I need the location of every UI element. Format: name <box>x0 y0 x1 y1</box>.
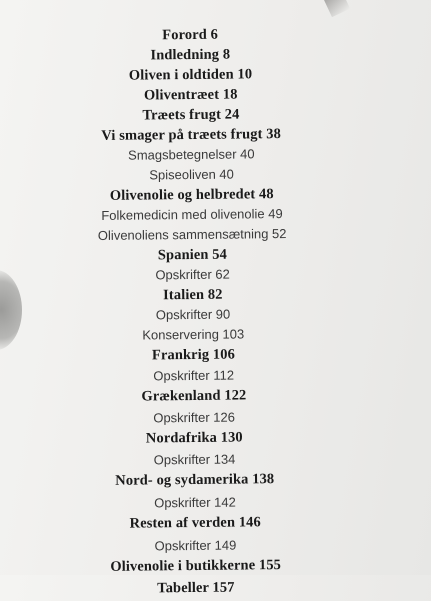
toc-chapter-entry: Træets frugt 24 <box>142 106 240 124</box>
toc-sub-entry: Spiseoliven 40 <box>149 166 234 183</box>
page-shadow-top <box>322 0 350 17</box>
toc-chapter-entry: Spanien 54 <box>157 246 228 264</box>
toc-chapter-entry: Olivenolie i butikkerne 155 <box>110 557 282 575</box>
toc-sub-entry: Opskrifter 62 <box>155 266 230 283</box>
toc-chapter-entry: Oliven i oldtiden 10 <box>128 66 253 84</box>
toc-sub-entry: Folkemedicin med olivenolie 49 <box>101 206 283 223</box>
toc-chapter-entry: Nordafrika 130 <box>145 429 243 447</box>
toc-chapter-entry: Indledning 8 <box>150 46 231 64</box>
table-of-contents <box>0 23 386 601</box>
toc-sub-entry: Smagsbetegnelser 40 <box>128 146 255 163</box>
toc-chapter-entry: Nord- og sydamerika 138 <box>115 471 275 489</box>
toc-chapter-entry: Resten af verden 146 <box>129 514 261 532</box>
toc-chapter-entry: Frankrig 106 <box>151 346 236 364</box>
toc-sub-entry: Opskrifter 126 <box>153 409 236 426</box>
toc-chapter-entry: Grækenland 122 <box>141 387 247 405</box>
toc-sub-entry: Opskrifter 112 <box>153 367 235 384</box>
toc-sub-entry: Opskrifter 90 <box>155 306 231 323</box>
toc-sub-entry: Konservering 103 <box>142 326 245 343</box>
toc-chapter-entry: Tabeller 157 <box>157 579 235 596</box>
toc-chapter-entry: Forord 6 <box>162 26 219 44</box>
toc-sub-entry: Olivenoliens sammensætning 52 <box>97 226 287 243</box>
toc-chapter-entry: Oliventræet 18 <box>143 86 238 104</box>
toc-sub-entry: Opskrifter 149 <box>154 537 237 553</box>
toc-sub-entry: Opskrifter 142 <box>154 494 236 510</box>
toc-chapter-entry: Vi smager på træets frugt 38 <box>101 126 282 144</box>
toc-sub-entry: Opskrifter 134 <box>153 451 236 468</box>
toc-chapter-entry: Olivenolie og helbredet 48 <box>109 186 274 204</box>
toc-chapter-entry: Italien 82 <box>163 286 223 304</box>
